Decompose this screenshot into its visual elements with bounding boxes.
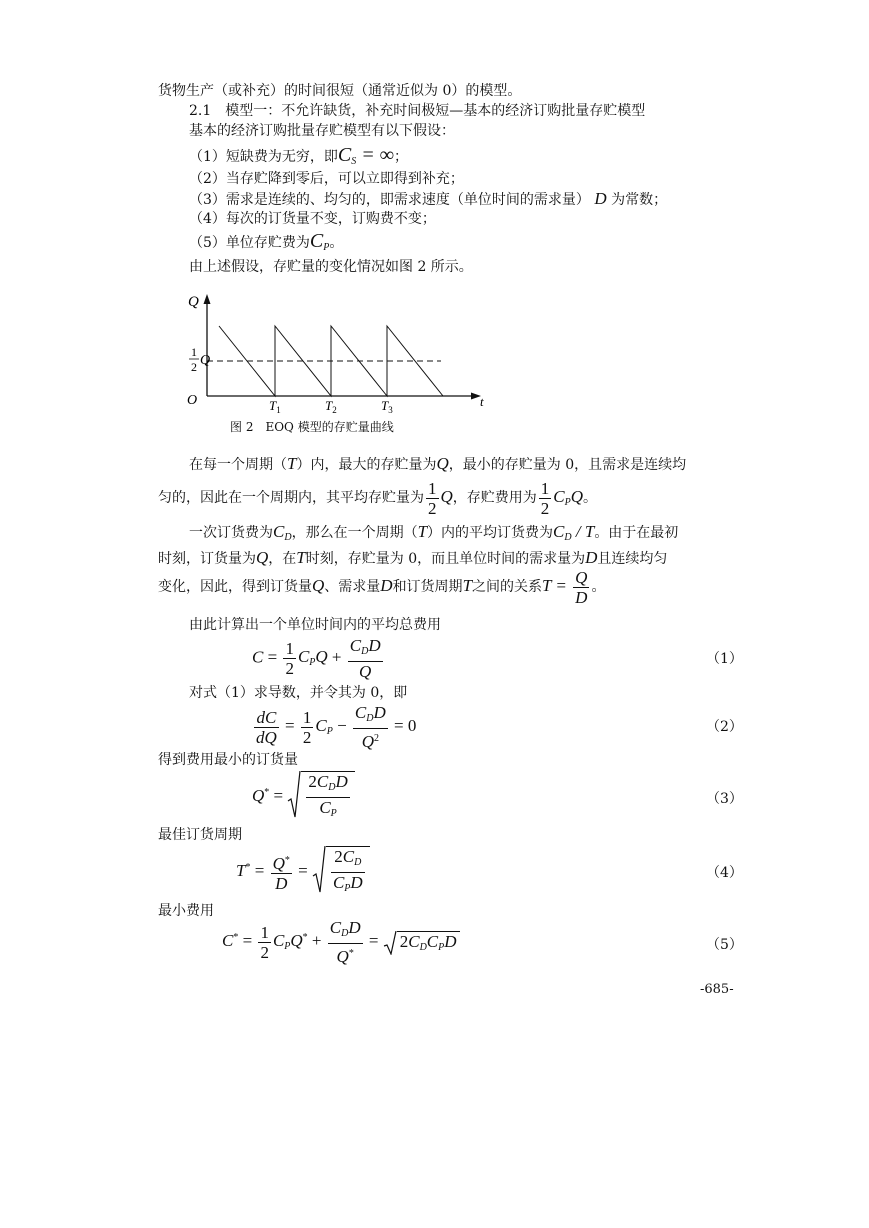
math: $C_D$: [273, 522, 292, 543]
eoq-chart: [185, 288, 495, 423]
math: T: [417, 522, 428, 541]
math: D: [585, 548, 598, 567]
equation-5: C* = $\frac{1}{2}$ $C_PQ^*$ + $\frac{C_DD}{Q^*}$ = $2C_DC_PD$: [222, 918, 460, 966]
text-line: 由此计算出一个单位时间内的平均总费用: [189, 617, 441, 633]
x-tick-label: $T_2$: [325, 398, 337, 415]
text-line: [158, 478, 597, 522]
half-label-den: 2: [191, 360, 197, 374]
equation-number: （1）: [706, 651, 743, 667]
equation-number: （2）: [706, 719, 743, 735]
text: 且连续均匀: [597, 551, 668, 567]
fraction: $\frac{Q}{D}$: [575, 567, 588, 607]
text-line: [189, 455, 686, 474]
text-line: [189, 523, 678, 547]
equation-number: （5）: [706, 937, 743, 953]
text: 时刻，订货量为: [158, 551, 256, 567]
figure-caption: 图 2 EOQ 模型的存贮量曲线: [230, 420, 394, 434]
math: T: [462, 576, 473, 595]
text: ）内，最大的存贮量为: [296, 457, 437, 473]
text: 匀的，因此在一个周期内，其平均存贮量为: [158, 490, 424, 506]
sqrt: $2C_DC_PD$: [383, 931, 460, 953]
math: Q: [312, 576, 325, 595]
text: 、需求量: [324, 579, 381, 595]
fraction: $\frac{1}{2}$: [540, 478, 550, 518]
text: 时刻，存贮量为 0，而且单位时间的需求量为: [305, 551, 586, 567]
half-label-var: Q: [200, 353, 211, 368]
text-line: 最佳订货周期: [158, 827, 242, 843]
fraction: $\frac{1}{2}$: [428, 478, 437, 518]
assumption-1: [189, 146, 408, 171]
x-tick-label: $T_1$: [269, 398, 281, 415]
text: ；: [394, 149, 409, 165]
section-heading: 2.1 模型一：不允许缺货，补充时间极短—基本的经济订购批量存贮模型: [189, 103, 646, 119]
text: 。由于在最初: [594, 525, 679, 541]
text: ，在: [268, 551, 297, 567]
text: ，那么在一个周期（: [291, 525, 418, 541]
math: $C_D$ / T: [553, 522, 595, 543]
half-label-num: 1: [191, 345, 197, 359]
y-axis-label: Q: [188, 294, 199, 310]
assumption-3: [189, 190, 667, 209]
text: ，存贮费用为: [452, 490, 537, 506]
math: $C_S$ = ∞: [337, 144, 395, 167]
text-line: 基本的经济订购批量存贮模型有以下假设：: [189, 123, 455, 139]
math: Q: [440, 487, 453, 506]
text: 变化，因此，得到订货量: [158, 579, 312, 595]
equation-number: （4）: [706, 865, 743, 881]
math: D: [380, 576, 393, 595]
text: （5）单位存贮费为: [189, 235, 310, 251]
y-axis-arrow: [204, 294, 211, 304]
text: （3）需求是连续的、均匀的，即需求速度（单位时间的需求量）: [189, 192, 590, 208]
origin-label: O: [187, 393, 198, 408]
text-line: 货物生产（或补充）的时间很短（通常近似为 0）的模型。: [158, 83, 522, 99]
text-line: 由上述假设，存贮量的变化情况如图 2 所示。: [189, 259, 473, 275]
math: $C_PQ$: [553, 487, 584, 508]
text-line: [158, 566, 605, 607]
text: 之间的关系: [472, 579, 543, 595]
math: T =: [542, 576, 572, 595]
math: T: [296, 548, 306, 567]
text: 和订货周期: [392, 579, 463, 595]
text: 。: [591, 579, 606, 595]
text: 。: [329, 235, 344, 251]
assumption-5: [189, 232, 343, 257]
text-line: 最小费用: [158, 903, 214, 919]
sqrt: $\frac{2C_D}{C_PD}$: [312, 846, 370, 898]
math: D: [594, 189, 607, 208]
sqrt: $\frac{2C_DD}{C_P}$: [287, 771, 354, 823]
text-line: 得到费用最小的订货量: [158, 752, 298, 768]
assumption-2: （2）当存贮降到零后，可以立即得到补充；: [189, 171, 464, 187]
equation-3: Q* = $\frac{2C_DD}{C_P}$: [252, 771, 355, 823]
equation-4: T* = $\frac{Q^*}{D}$ = $\frac{2C_D}{C_PD}$: [236, 846, 370, 898]
text-line: 对式（1）求导数，并令其为 0，即: [189, 685, 408, 701]
x-axis-label: t: [480, 394, 484, 409]
text: 在每一个周期（: [189, 457, 287, 473]
x-tick-label: $T_3$: [381, 398, 393, 415]
math: Q: [436, 454, 449, 473]
math: T: [287, 454, 297, 473]
text: 。: [583, 490, 598, 506]
math: $C_P$: [309, 230, 330, 253]
text: 一次订货费为: [189, 525, 273, 541]
equation-1: C = $\frac{1}{2}$ $C_PQ$ + $\frac{C_DD}{Q}$: [252, 636, 381, 681]
page-number: -685-: [700, 982, 734, 997]
equation-2: $\frac{dC}{dQ}$ = $\frac{1}{2}$ $C_P$ − $\frac{C_DD}{Q^2}$ = 0: [256, 703, 417, 751]
math: Q: [256, 548, 269, 567]
text: ，最小的存贮量为 0，且需求是连续均: [448, 457, 687, 473]
text: ）内的平均订货费为: [427, 525, 554, 541]
text: （1）短缺费为无穷，即: [189, 149, 338, 165]
assumption-4: （4）每次的订货量不变，订购费不变；: [189, 211, 436, 227]
text: 为常数；: [611, 192, 668, 208]
equation-number: （3）: [706, 791, 743, 807]
